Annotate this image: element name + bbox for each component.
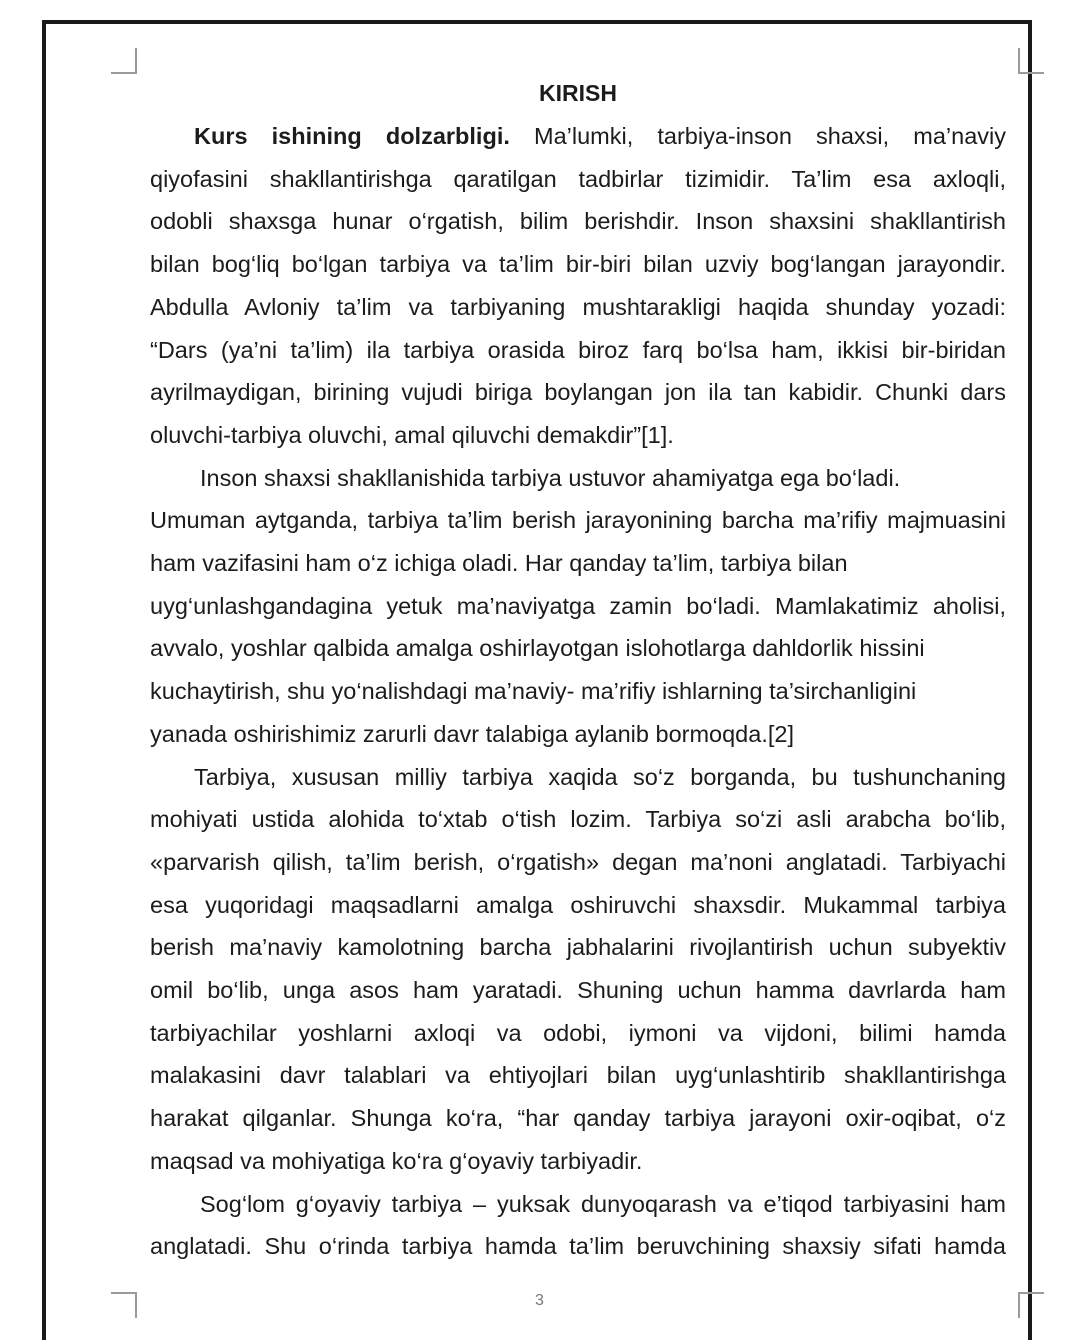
paragraph-line: Sog‘lom g‘oyaviy tarbiya – yuksak dunyoqarash va e’tiqod tarbiyasini ham: [200, 1190, 1006, 1217]
paragraph-line: tarbiyachilar yoshlarni axloqi va odobi, iymoni va vijdoni, bilimi hamda: [150, 1019, 1006, 1046]
paragraph-line: avvalo, yoshlar qalbida amalga oshirlayotgan islohotlarga dahldorlik hissini: [150, 635, 925, 662]
paragraph-line: Kurs ishining dolzarbligi. Ma’lumki, tarbiya-inson shaxsi, ma’naviy: [194, 123, 1006, 149]
paragraph-line: kuchaytirish, shu yo‘nalishdagi ma’naviy- ma’rifiy ishlarning ta’sirchanligini: [150, 678, 917, 705]
paragraph-line: ayrilmaydigan, birining vujudi biriga boylangan jon ila tan kabidir. Chunki dars: [150, 379, 1006, 406]
paragraph-line: berish ma’naviy kamolotning barcha jabhalarini rivojlantirish uchun subyektiv: [150, 934, 1006, 961]
document-body: [150, 72, 1006, 1268]
paragraph-line: «parvarish qilish, ta’lim berish, o‘rgatish» degan ma’noni anglatadi. Tarbiyachi: [150, 848, 1006, 875]
paragraph-line: bilan bog‘liq bo‘lgan tarbiya va ta’lim bir-biri bilan uzviy bog‘langan jarayondir.: [150, 251, 1006, 278]
paragraph-line: Abdulla Avloniy ta’lim va tarbiyaning mushtarakligi haqida shunday yozadi:: [150, 293, 1006, 320]
paragraph-line: omil bo‘lib, unga asos ham yaratadi. Shuning uchun hamma davrlarda ham: [150, 977, 1006, 1004]
paragraph-line: harakat qilganlar. Shunga ko‘ra, “har qanday tarbiya jarayoni oxir-oqibat, o‘z: [150, 1105, 1006, 1132]
paragraph-line: Inson shaxsi shakllanishida tarbiya ustuvor ahamiyatga ega bo‘ladi.: [200, 464, 901, 491]
page-heading: KIRISH: [539, 80, 617, 106]
paragraph-line: uyg‘unlashgandagina yetuk ma’naviyatga zamin bo‘ladi. Mamlakatimiz aholisi,: [150, 592, 1006, 619]
paragraph-line: oluvchi-tarbiya oluvchi, amal qiluvchi demakdir”[1].: [150, 421, 674, 448]
paragraph-line: yanada oshirishimiz zarurli davr talabiga aylanib bormoqda.[2]: [150, 720, 794, 747]
paragraph-3: [150, 756, 1006, 1183]
paragraph-2: [150, 457, 1006, 756]
paragraph-line: malakasini davr talablari va ehtiyojlari bilan uyg‘unlashtirib shakllantirishga: [150, 1062, 1006, 1089]
margin-marker-top-right: [1018, 48, 1044, 74]
paragraph-line: “Dars (ya’ni ta’lim) ila tarbiya orasida biroz farq bo‘lsa ham, ikkisi bir-biridan: [150, 336, 1006, 363]
paragraph-line: mohiyati ustida alohida to‘xtab o‘tish lozim. Tarbiya so‘zi asli arabcha bo‘lib,: [150, 806, 1006, 833]
paragraph-1: [150, 115, 1006, 457]
paragraph-line: ham vazifasini ham o‘z ichiga oladi. Har qanday ta’lim, tarbiya bilan: [150, 550, 848, 577]
paragraph-line: qiyofasini shakllantirishga qaratilgan tadbirlar tizimidir. Ta’lim esa axloqli,: [150, 165, 1006, 192]
page-number: 3: [535, 1292, 544, 1309]
paragraph-line: maqsad va mohiyatiga ko‘ra g‘oyaviy tarbiyadir.: [150, 1147, 643, 1174]
paragraph-line: odobli shaxsga hunar o‘rgatish, bilim berishdir. Inson shaxsini shakllantirish: [150, 208, 1006, 235]
margin-marker-top-left: [111, 48, 137, 74]
paragraph-line: Umuman aytganda, tarbiya ta’lim berish jarayonining barcha ma’rifiy majmuasini: [150, 507, 1006, 534]
section-lead: Kurs ishining dolzarbligi.: [194, 123, 510, 149]
paragraph-4: [150, 1183, 1006, 1268]
paragraph-line: Tarbiya, xususan milliy tarbiya xaqida so‘z borganda, bu tushunchaning: [194, 763, 1006, 790]
paragraph-line: esa yuqoridagi maqsadlarni amalga oshiruvchi shaxsdir. Mukammal tarbiya: [150, 891, 1006, 918]
paragraph-line: anglatadi. Shu o‘rinda tarbiya hamda ta’lim beruvchining shaxsiy sifati hamda: [150, 1233, 1006, 1260]
